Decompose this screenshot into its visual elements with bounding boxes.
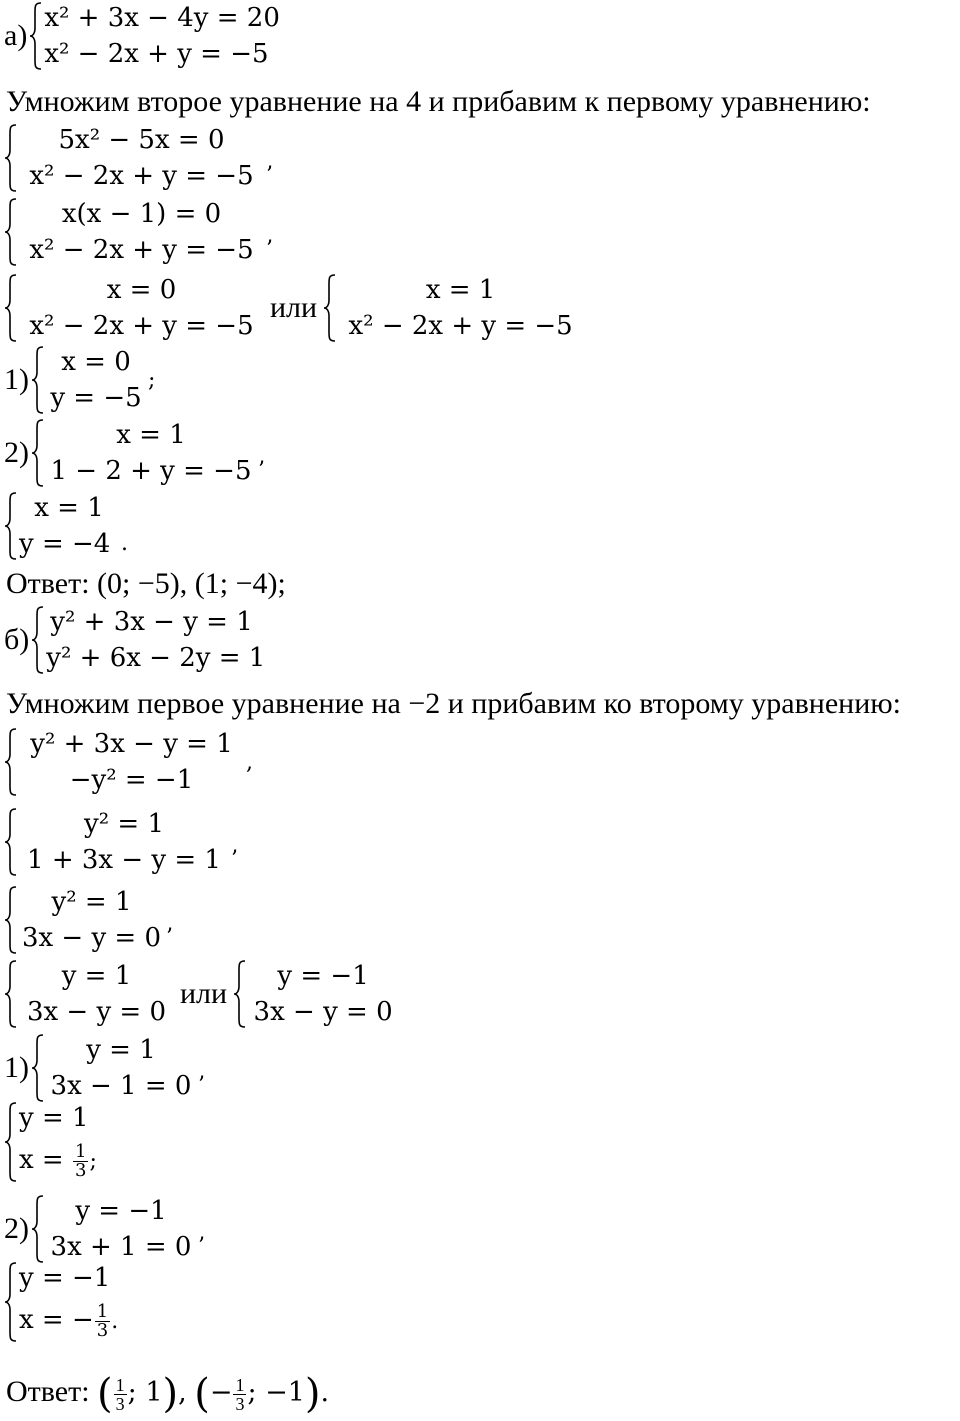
or-word: или xyxy=(180,977,228,1010)
punct: . xyxy=(111,1309,119,1334)
punct: , xyxy=(246,749,253,775)
left-brace-icon xyxy=(31,604,44,676)
case2-b xyxy=(4,1193,205,1265)
part-a-label: а) xyxy=(4,19,28,52)
left-brace-icon xyxy=(4,726,17,798)
equation: y² = 1 xyxy=(84,809,164,839)
step3-a xyxy=(4,272,583,344)
fraction-numerator: 1 xyxy=(74,1140,87,1162)
answer-prefix: Ответ: xyxy=(6,1375,90,1408)
left-brace-icon xyxy=(4,196,17,268)
equation: 3x − y = 0 xyxy=(253,997,393,1027)
equation: x = 0 xyxy=(106,275,177,305)
equation: 3x − y = 0 xyxy=(21,923,162,953)
case1-a xyxy=(4,344,155,416)
left-brace-icon xyxy=(29,0,42,72)
left-paren-icon: ( xyxy=(97,1371,113,1418)
equation: x = 0 xyxy=(61,347,131,377)
equation: 1 + 3x − y = 1 xyxy=(27,845,221,875)
equation: x(x − 1) = 0 xyxy=(61,199,222,229)
answer-b xyxy=(6,1368,329,1416)
left-paren-icon: ( xyxy=(194,1371,210,1418)
left-brace-icon xyxy=(31,1193,44,1265)
or-word: или xyxy=(270,291,318,324)
left-brace-icon xyxy=(4,1260,17,1344)
equation: y = −1 xyxy=(19,1263,111,1293)
fraction-numerator: 1 xyxy=(235,1374,245,1395)
fraction-numerator: 1 xyxy=(115,1374,125,1395)
equation: y = 1 xyxy=(61,961,132,991)
equation: 3x − y = 0 xyxy=(26,997,167,1027)
equation: 5x² − 5x = 0 xyxy=(58,125,225,155)
left-brace-icon xyxy=(4,490,17,562)
fraction-denominator: 3 xyxy=(235,1393,245,1414)
right-paren-icon: ) xyxy=(162,1371,179,1418)
fraction xyxy=(95,1300,110,1341)
equation: −y² = −1 xyxy=(69,765,194,795)
equation: x² − 2x + y = −5 xyxy=(44,39,269,69)
punct: ’ xyxy=(231,847,238,872)
left-brace-icon xyxy=(4,1100,17,1184)
fraction-denominator: 3 xyxy=(115,1393,125,1414)
system-a xyxy=(4,0,294,72)
punct: ’ xyxy=(258,458,265,483)
left-brace-icon xyxy=(4,884,17,956)
equation-prefix: x = − xyxy=(19,1305,94,1335)
punct: ’ xyxy=(198,1234,205,1259)
fraction-denominator: 3 xyxy=(96,1319,109,1341)
case-label: 2) xyxy=(4,436,29,469)
answer-sep: , xyxy=(178,1377,187,1408)
equation xyxy=(19,1296,144,1344)
answer-part: ; 1 xyxy=(127,1377,163,1408)
case1-b xyxy=(4,1032,205,1104)
part-b-label: б) xyxy=(4,623,30,656)
equation: y² + 3x − y = 1 xyxy=(30,729,233,759)
step1-b xyxy=(4,726,253,798)
punct: ’ xyxy=(266,163,273,188)
left-brace-icon xyxy=(31,344,44,416)
punct: ’ xyxy=(266,237,273,262)
left-brace-icon xyxy=(4,958,17,1030)
fraction-numerator: 1 xyxy=(96,1300,109,1322)
instruction-b: Умножим первое уравнение на −2 и прибавим ко второму уравнению: xyxy=(6,687,901,720)
equation xyxy=(19,1136,114,1184)
punct: ; xyxy=(148,367,156,393)
left-brace-icon xyxy=(4,122,17,194)
equation: x = 1 xyxy=(116,420,186,450)
case2-result-b xyxy=(4,1260,144,1344)
equation: y = −1 xyxy=(277,961,369,991)
step1-a xyxy=(4,122,273,194)
equation-prefix: x = xyxy=(19,1145,72,1175)
punct: ’ xyxy=(166,925,173,950)
punct: ’ xyxy=(198,1073,205,1098)
fraction xyxy=(233,1376,246,1413)
equation: 1 − 2 + y = −5 xyxy=(50,456,252,486)
equation: 3x + 1 = 0 xyxy=(50,1232,192,1262)
equation: y = −4 xyxy=(19,529,111,559)
equation: x² + 3x − 4y = 20 xyxy=(44,3,280,33)
punct: ; xyxy=(89,1149,97,1174)
step2-a xyxy=(4,196,273,268)
case2-result-a xyxy=(4,490,128,562)
left-brace-icon xyxy=(4,806,17,878)
fraction-denominator: 3 xyxy=(74,1159,87,1181)
system-b xyxy=(4,604,286,676)
fraction xyxy=(114,1376,127,1413)
left-brace-icon xyxy=(233,958,246,1030)
answer-a: Ответ: (0; −5), (1; −4); xyxy=(6,567,286,600)
equation: x² − 2x + y = −5 xyxy=(348,311,573,341)
case2-a xyxy=(4,417,265,489)
answer-part: ; −1 xyxy=(247,1377,305,1408)
equation: y = −1 xyxy=(75,1196,167,1226)
instruction-a: Умножим второе уравнение на 4 и прибавим к первому уравнению: xyxy=(6,85,871,118)
equation: y² + 3x − y = 1 xyxy=(50,607,253,637)
step4-b xyxy=(4,958,398,1030)
case1-result-b xyxy=(4,1100,114,1184)
case-label: 1) xyxy=(4,363,29,396)
left-brace-icon xyxy=(31,417,44,489)
equation: 3x − 1 = 0 xyxy=(50,1071,192,1101)
equation: y² = 1 xyxy=(51,887,132,917)
equation: y = −5 xyxy=(50,383,142,413)
equation: x² − 2x + y = −5 xyxy=(29,161,254,191)
equation: x = 1 xyxy=(425,275,496,305)
punct: . xyxy=(121,531,128,556)
answer-end: . xyxy=(320,1377,330,1408)
left-brace-icon xyxy=(31,1032,44,1104)
equation: y² + 6x − 2y = 1 xyxy=(46,643,266,673)
case-label: 2) xyxy=(4,1212,29,1245)
equation: y = 1 xyxy=(86,1035,156,1065)
equation: x² − 2x + y = −5 xyxy=(29,235,254,265)
step2-b xyxy=(4,806,238,878)
step3-b xyxy=(4,884,173,956)
right-paren-icon: ) xyxy=(304,1371,321,1418)
equation: x² − 2x + y = −5 xyxy=(29,311,254,341)
left-brace-icon xyxy=(323,272,336,344)
equation: y = 1 xyxy=(19,1103,89,1133)
left-brace-icon xyxy=(4,272,17,344)
fraction xyxy=(73,1140,88,1181)
case-label: 1) xyxy=(4,1051,29,1084)
answer-sign: − xyxy=(209,1377,233,1408)
equation: x = 1 xyxy=(34,493,104,523)
